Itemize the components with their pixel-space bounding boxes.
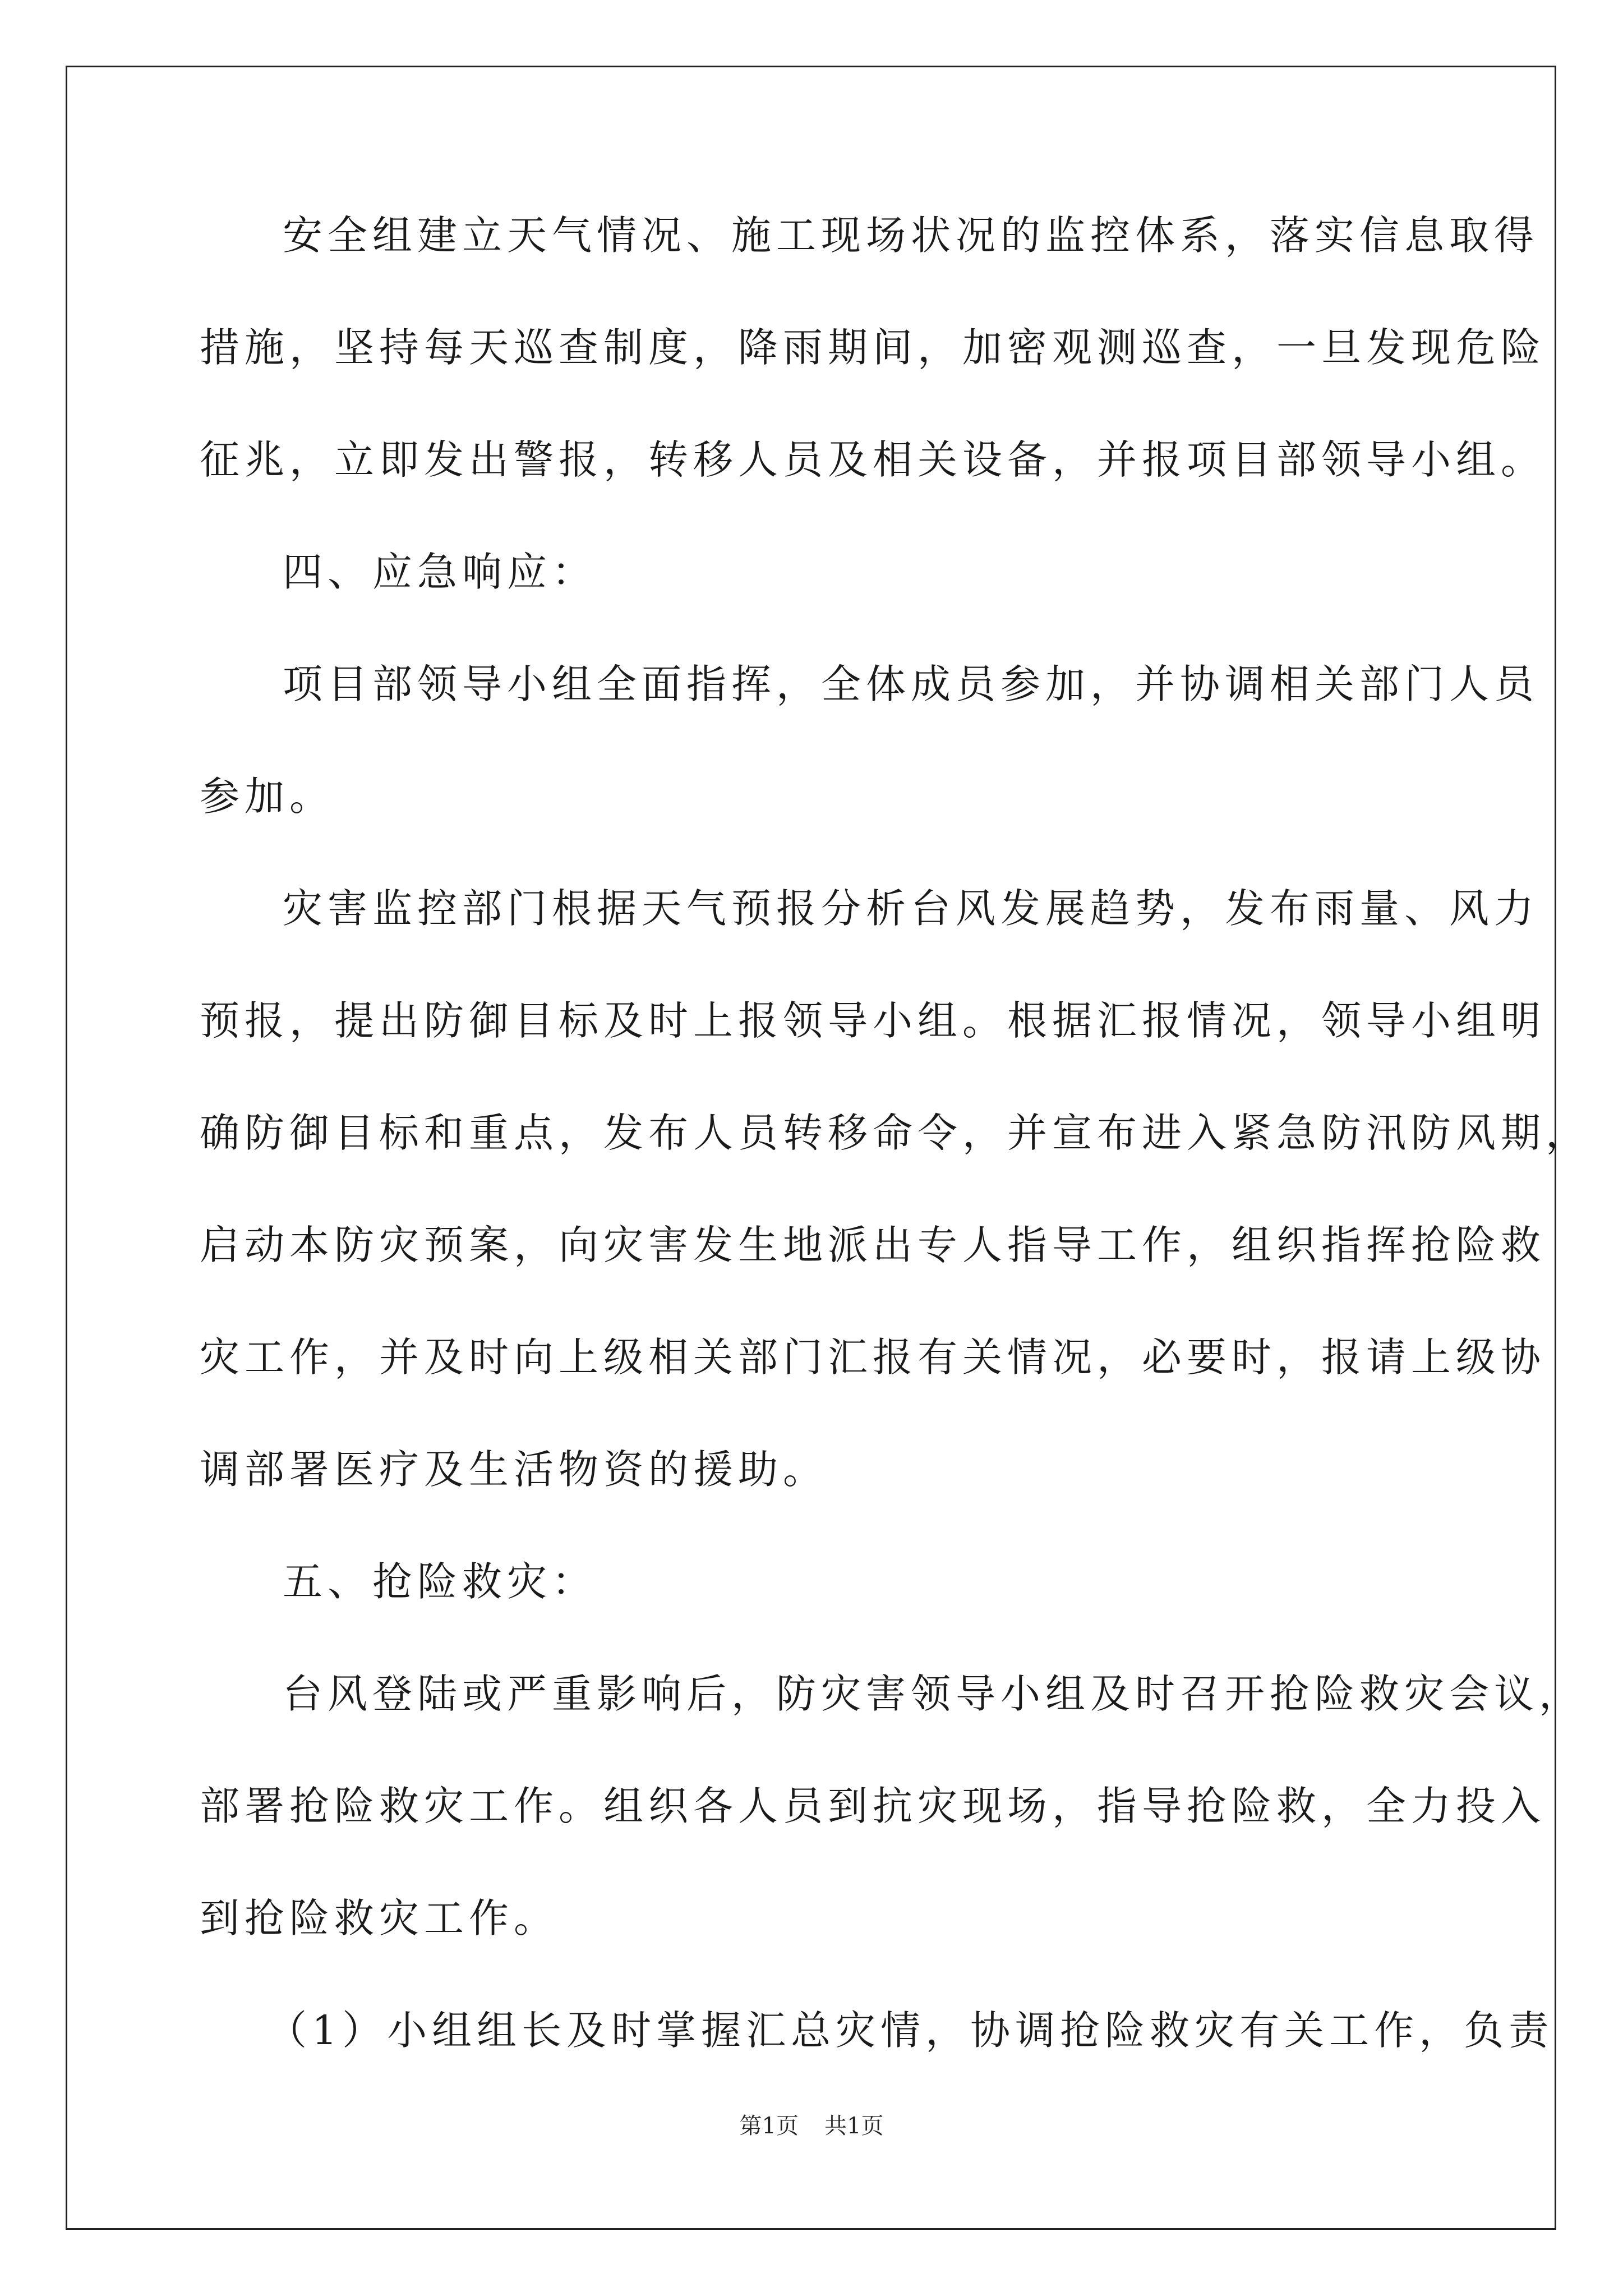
paragraph-line: 确防御目标和重点，发布人员转移命令，并宣布进入紧急防汛防风期， [200, 1110, 1591, 1156]
paragraph-line: 灾害监控部门根据天气预报分析台风发展趋势，发布雨量、风力 [283, 885, 1539, 932]
section-heading: 五、抢险救灾： [283, 1558, 597, 1605]
paragraph-line: 灾工作，并及时向上级相关部门汇报有关情况，必要时，报请上级协 [200, 1334, 1546, 1381]
page-number: 第1页 [739, 2113, 799, 2139]
paragraph-line: 台风登陆或严重影响后，防灾害领导小组及时召开抢险救灾会议， [283, 1671, 1584, 1717]
section-heading: 四、应急响应： [283, 549, 597, 595]
page-footer [0, 2109, 1623, 2143]
paragraph-line: 参加。 [200, 773, 335, 820]
paragraph-line: 征兆，立即发出警报，转移人员及相关设备，并报项目部领导小组。 [200, 436, 1546, 483]
paragraph-line: （1）小组组长及时掌握汇总灾情，协调抢险救灾有关工作，负责 [267, 2007, 1554, 2054]
paragraph-line: 到抢险救灾工作。 [200, 1895, 559, 1941]
paragraph-line: 预报，提出防御目标及时上报领导小组。根据汇报情况，领导小组明 [200, 997, 1546, 1044]
paragraph-line: 项目部领导小组全面指挥，全体成员参加，并协调相关部门人员 [283, 661, 1539, 707]
paragraph-line: 启动本防灾预案，向灾害发生地派出专人指导工作，组织指挥抢险救 [200, 1222, 1546, 1268]
paragraph-line: 措施，坚持每天巡查制度，降雨期间，加密观测巡查，一旦发现危险 [200, 324, 1546, 371]
paragraph-line: 调部署医疗及生活物资的援助。 [200, 1446, 828, 1493]
page-total: 共1页 [824, 2113, 884, 2139]
paragraph-line: 部署抢险救灾工作。组织各人员到抗灾现场，指导抢险救，全力投入 [200, 1783, 1546, 1829]
paragraph-line: 安全组建立天气情况、施工现场状况的监控体系，落实信息取得 [283, 212, 1539, 259]
